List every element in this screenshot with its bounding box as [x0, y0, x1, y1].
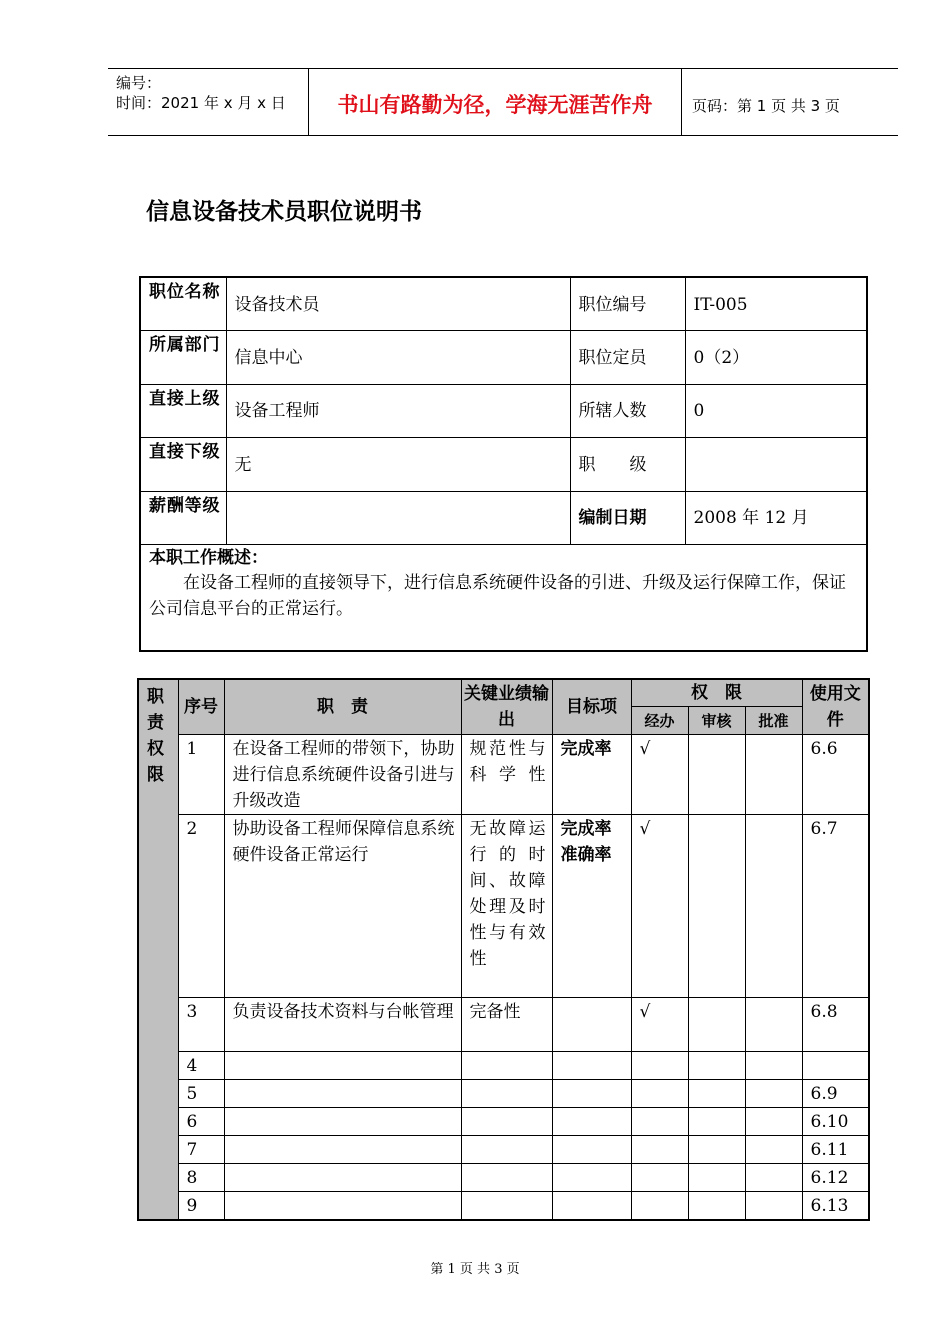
row-target	[552, 1192, 631, 1221]
row-review	[688, 1192, 745, 1221]
info-value2: 2008 年 12 月	[685, 491, 867, 545]
row-target	[552, 998, 631, 1052]
row-doc: 6.10	[802, 1108, 869, 1136]
row-review	[688, 1108, 745, 1136]
duties-header-row	[138, 679, 869, 707]
row-output: 完备性	[461, 998, 552, 1052]
row-duty: 在设备工程师的带领下，协助进行信息系统硬件设备引进与升级改造	[224, 735, 461, 815]
info-label: 所属部门	[140, 331, 226, 385]
table-row	[138, 1052, 869, 1080]
info-label2: 职位编号	[570, 277, 685, 331]
info-label2: 所辖人数	[570, 384, 685, 438]
number-label: 编号：	[116, 74, 162, 92]
row-duty	[224, 1108, 461, 1136]
info-label: 直接上级	[140, 384, 226, 438]
row-duty: 协助设备工程师保障信息系统硬件设备正常运行	[224, 815, 461, 998]
row-handle: √	[631, 998, 688, 1052]
row-handle	[631, 1052, 688, 1080]
info-label: 直接下级	[140, 438, 226, 492]
info-value2	[685, 438, 867, 492]
info-label2: 职位定员	[570, 331, 685, 385]
position-info-table	[139, 276, 868, 652]
table-row	[138, 1164, 869, 1192]
info-value	[226, 491, 570, 545]
row-target: 完成率准确率	[552, 815, 631, 998]
row-duty	[224, 1052, 461, 1080]
row-handle	[631, 1136, 688, 1164]
info-label: 薪酬等级	[140, 491, 226, 545]
row-duty	[224, 1164, 461, 1192]
row-review	[688, 1080, 745, 1108]
header-auth-approve: 批准	[745, 707, 802, 735]
info-row	[140, 277, 867, 331]
row-doc: 6.6	[802, 735, 869, 815]
info-row	[140, 384, 867, 438]
header-auth-review: 审核	[688, 707, 745, 735]
row-output: 规范性与科学性	[461, 735, 552, 815]
table-row	[138, 998, 869, 1052]
info-value: 信息中心	[226, 331, 570, 385]
row-doc	[802, 1052, 869, 1080]
info-value2: IT-005	[685, 277, 867, 331]
row-doc: 6.11	[802, 1136, 869, 1164]
row-target	[552, 1164, 631, 1192]
summary-cell	[140, 545, 867, 651]
info-value: 无	[226, 438, 570, 492]
info-label2: 编制日期	[570, 491, 685, 545]
header-page-info: 页码：第 1 页 共 3 页	[692, 97, 840, 115]
header-auth-handle: 经办	[631, 707, 688, 735]
row-approve	[745, 1052, 802, 1080]
row-handle	[631, 1108, 688, 1136]
header-target: 目标项	[552, 679, 631, 735]
row-output	[461, 1136, 552, 1164]
table-row	[138, 1108, 869, 1136]
info-row	[140, 491, 867, 545]
document-title: 信息设备技术员职位说明书	[146, 199, 422, 225]
header-motto: 书山有路勤为径，学海无涯苦作舟	[309, 69, 682, 135]
row-duty	[224, 1136, 461, 1164]
table-row	[138, 735, 869, 815]
header-seq: 序号	[178, 679, 224, 735]
row-seq: 7	[178, 1136, 224, 1164]
row-output	[461, 1108, 552, 1136]
duties-side-label: 职责权限	[138, 679, 178, 1220]
row-handle	[631, 1080, 688, 1108]
header-authority: 权 限	[631, 679, 802, 707]
row-seq: 5	[178, 1080, 224, 1108]
row-doc: 6.9	[802, 1080, 869, 1108]
row-approve	[745, 998, 802, 1052]
row-output	[461, 1192, 552, 1221]
header-duty: 职 责	[224, 679, 461, 735]
info-label2: 职 级	[570, 438, 685, 492]
row-duty	[224, 1080, 461, 1108]
header-key-output: 关键业绩输出	[461, 679, 552, 735]
row-seq: 9	[178, 1192, 224, 1221]
row-handle	[631, 1192, 688, 1221]
row-approve	[745, 1080, 802, 1108]
time-label: 时间：2021 年 x 月 x 日	[116, 94, 286, 112]
row-target	[552, 1136, 631, 1164]
row-approve	[745, 1108, 802, 1136]
row-review	[688, 1052, 745, 1080]
row-doc: 6.13	[802, 1192, 869, 1221]
row-target	[552, 1052, 631, 1080]
row-review	[688, 1136, 745, 1164]
row-review	[688, 735, 745, 815]
row-seq: 3	[178, 998, 224, 1052]
table-row	[138, 1136, 869, 1164]
row-target: 完成率	[552, 735, 631, 815]
summary-label: 本职工作概述：	[149, 548, 268, 568]
info-row	[140, 438, 867, 492]
row-review	[688, 1164, 745, 1192]
header-left	[108, 69, 309, 135]
table-row	[138, 1192, 869, 1221]
row-target	[552, 1108, 631, 1136]
row-handle: √	[631, 735, 688, 815]
row-output	[461, 1080, 552, 1108]
row-output	[461, 1052, 552, 1080]
row-duty	[224, 1192, 461, 1221]
row-handle	[631, 1164, 688, 1192]
row-doc: 6.8	[802, 998, 869, 1052]
summary-row	[140, 545, 867, 651]
page-footer: 第 1 页 共 3 页	[430, 1262, 520, 1277]
row-doc: 6.7	[802, 815, 869, 998]
row-approve	[745, 735, 802, 815]
duties-table	[137, 678, 870, 1221]
row-approve	[745, 1136, 802, 1164]
row-duty: 负责设备技术资料与台帐管理	[224, 998, 461, 1052]
row-seq: 1	[178, 735, 224, 815]
table-row	[138, 1080, 869, 1108]
row-output	[461, 1164, 552, 1192]
summary-text: 在设备工程师的直接领导下，进行信息系统硬件设备的引进、升级及运行保障工作，保证公司信息平台的正常运行。	[149, 573, 846, 619]
info-value2: 0	[685, 384, 867, 438]
info-value: 设备技术员	[226, 277, 570, 331]
row-approve	[745, 1164, 802, 1192]
row-output: 无故障运行的时间、故障处理及时性与有效性	[461, 815, 552, 998]
row-seq: 6	[178, 1108, 224, 1136]
row-doc: 6.12	[802, 1164, 869, 1192]
row-seq: 2	[178, 815, 224, 998]
row-review	[688, 998, 745, 1052]
info-label: 职位名称	[140, 277, 226, 331]
header-doc: 使用文件	[802, 679, 869, 735]
row-target	[552, 1080, 631, 1108]
info-value2: 0（2）	[685, 331, 867, 385]
page-header	[108, 68, 898, 136]
row-seq: 8	[178, 1164, 224, 1192]
info-value: 设备工程师	[226, 384, 570, 438]
row-approve	[745, 1192, 802, 1221]
row-approve	[745, 815, 802, 998]
row-seq: 4	[178, 1052, 224, 1080]
table-row	[138, 815, 869, 998]
row-handle: √	[631, 815, 688, 998]
row-review	[688, 815, 745, 998]
info-row	[140, 331, 867, 385]
